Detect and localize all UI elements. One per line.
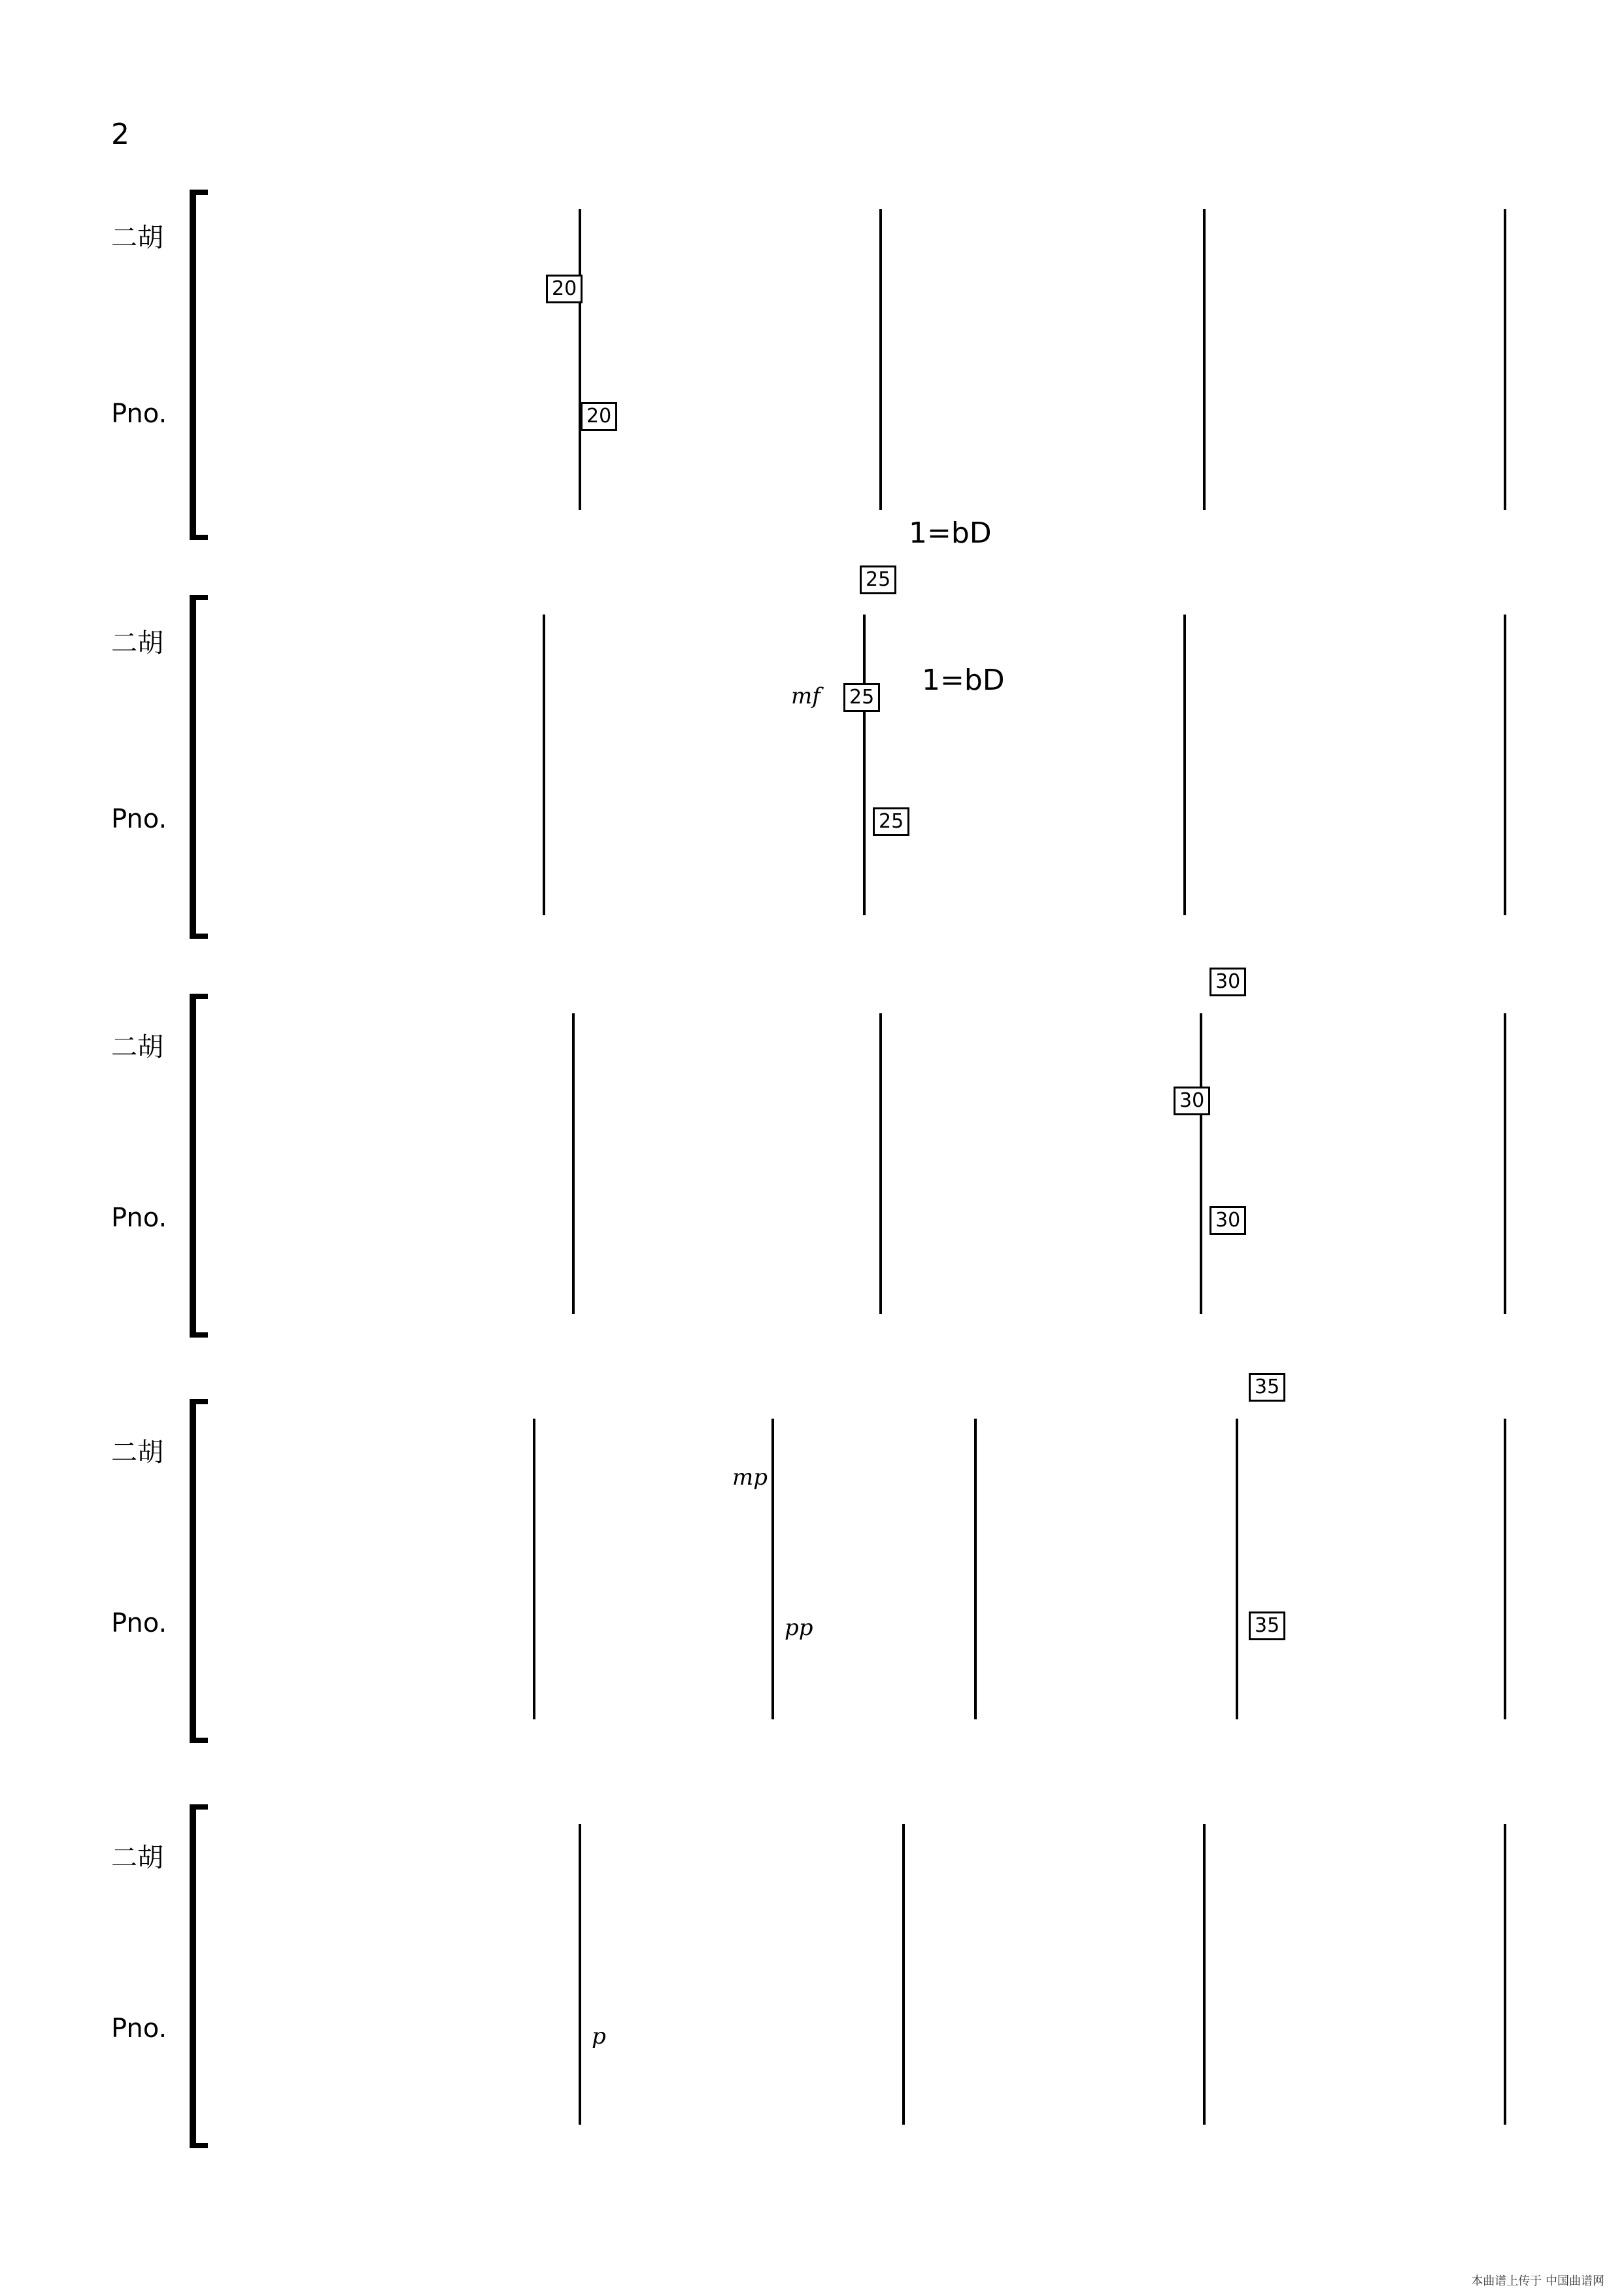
rehearsal-mark: 25 xyxy=(843,683,880,712)
barline xyxy=(543,615,545,915)
piano-label: Pno. xyxy=(111,1203,167,1233)
erhu-label: 二胡 xyxy=(111,223,163,253)
barline xyxy=(579,209,581,510)
rehearsal-mark: 20 xyxy=(581,402,617,431)
barline xyxy=(902,1824,905,2125)
barline xyxy=(1183,615,1186,915)
erhu-label: 二胡 xyxy=(111,1843,163,1873)
barline xyxy=(879,209,882,510)
system-bracket xyxy=(190,1804,208,2148)
rehearsal-mark: 30 xyxy=(1174,1087,1210,1115)
piano-label: Pno. xyxy=(111,399,167,429)
barline xyxy=(1236,1419,1238,1719)
barline xyxy=(1203,1824,1206,2125)
system-bracket xyxy=(190,1399,208,1743)
key-change: 1=bD xyxy=(909,516,992,550)
rehearsal-mark: 20 xyxy=(546,275,583,303)
system-3 xyxy=(0,970,1624,1340)
barline xyxy=(1504,1013,1506,1314)
page-number: 2 xyxy=(111,118,129,151)
piano-label: Pno. xyxy=(111,804,167,834)
barline xyxy=(1504,1824,1506,2125)
dynamic-mark: pp xyxy=(785,1615,813,1641)
system-bracket xyxy=(190,595,208,939)
dynamic-mark: mf xyxy=(791,683,820,709)
system-1 xyxy=(0,183,1624,549)
system-4 xyxy=(0,1375,1624,1746)
erhu-label: 二胡 xyxy=(111,1438,163,1468)
rehearsal-mark: 35 xyxy=(1249,1611,1285,1640)
piano-label: Pno. xyxy=(111,2014,167,2044)
key-change: 1=bD xyxy=(922,664,1005,697)
barline xyxy=(879,1013,882,1314)
rehearsal-mark: 25 xyxy=(873,807,909,836)
barline xyxy=(974,1419,977,1719)
erhu-label: 二胡 xyxy=(111,1032,163,1062)
barline xyxy=(771,1419,774,1719)
rehearsal-mark: 35 xyxy=(1249,1373,1285,1402)
barline xyxy=(1203,209,1206,510)
barline xyxy=(579,1824,581,2125)
barline xyxy=(1200,1013,1202,1314)
piano-label: Pno. xyxy=(111,1608,167,1638)
system-2 xyxy=(0,568,1624,941)
barline xyxy=(533,1419,535,1719)
dynamic-mark: mp xyxy=(732,1464,768,1491)
barline xyxy=(572,1013,575,1314)
rehearsal-mark: 30 xyxy=(1210,968,1246,996)
erhu-label: 二胡 xyxy=(111,628,163,658)
system-bracket xyxy=(190,994,208,1338)
footer-text: 本曲谱上传于 中国曲谱网 xyxy=(1471,2274,1604,2288)
rehearsal-mark: 30 xyxy=(1210,1206,1246,1235)
system-bracket xyxy=(190,190,208,540)
barline xyxy=(863,615,866,915)
barline xyxy=(1504,1419,1506,1719)
barline xyxy=(1504,209,1506,510)
system-5 xyxy=(0,1798,1624,2151)
dynamic-mark: p xyxy=(592,2023,606,2049)
barline xyxy=(1504,615,1506,915)
rehearsal-mark: 25 xyxy=(860,565,896,594)
